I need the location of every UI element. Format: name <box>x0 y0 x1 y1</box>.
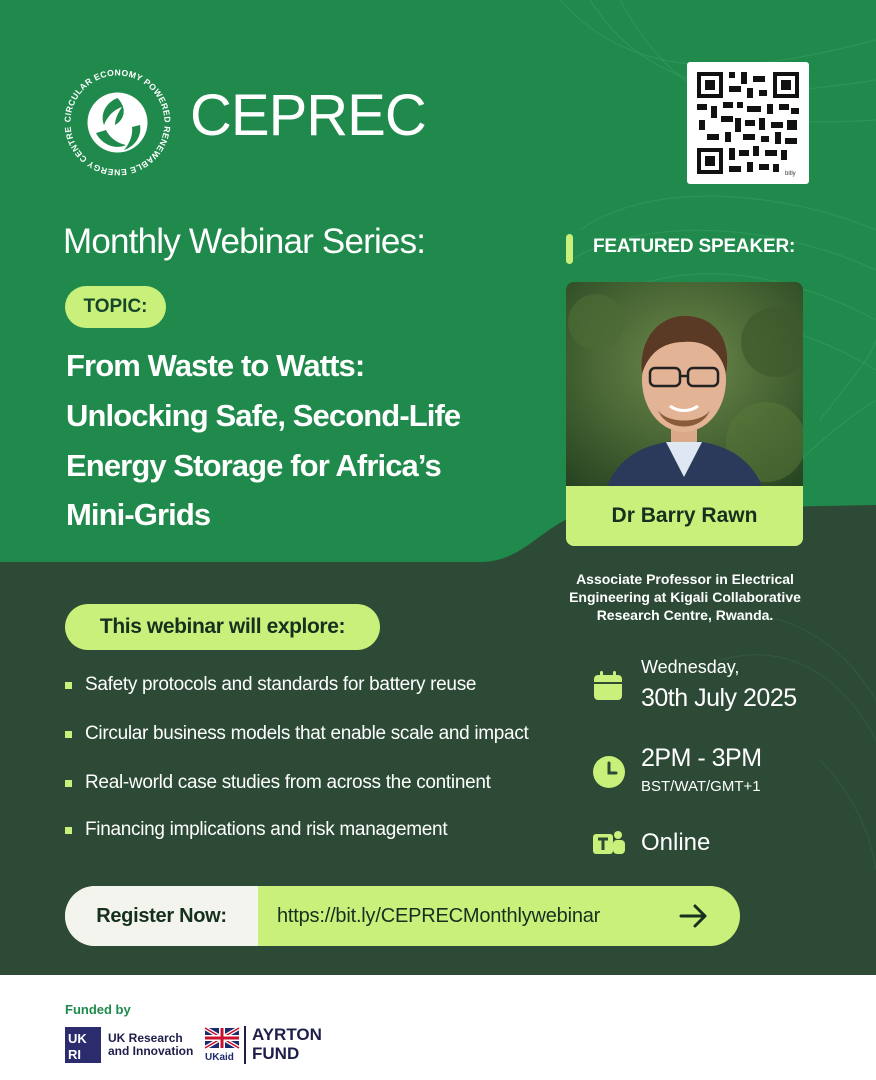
ukri-line-1: UK Research <box>108 1031 183 1045</box>
ukri-logo <box>65 1027 101 1063</box>
footer <box>0 975 876 1080</box>
speaker-name: Dr Barry Rawn <box>566 486 803 546</box>
clock-icon <box>592 755 626 789</box>
qr-code[interactable] <box>687 62 809 184</box>
ayrton-line-2: FUND <box>252 1044 300 1063</box>
topic-title-line: Mini-Grids <box>66 497 211 532</box>
event-location: Online <box>641 829 711 856</box>
register-label: Register Now: <box>65 886 258 946</box>
arrow-right-icon[interactable] <box>679 903 709 929</box>
topic-title-line: From Waste to Watts: <box>66 348 365 383</box>
svg-text:UK: UK <box>68 1031 87 1046</box>
list-item <box>65 772 491 794</box>
explore-heading: This webinar will explore: <box>65 604 380 650</box>
ayrton-fund-logo <box>252 1025 322 1063</box>
ayrton-line-1: AYRTON <box>252 1025 322 1044</box>
calendar-icon <box>592 670 624 702</box>
qr-code-image <box>687 62 809 184</box>
brand-name: CEPREC <box>190 83 426 148</box>
speaker-bio: Associate Professor in Electrical Engineering at Kigali Collaborative Research Centre, Rwanda. <box>569 571 801 623</box>
event-date: 30th July 2025 <box>641 684 797 712</box>
bullet-square <box>65 780 72 787</box>
list-item-text: Circular business models that enable scale and impact <box>85 723 529 744</box>
event-time: 2PM - 3PM <box>641 744 762 772</box>
svg-text:RI: RI <box>68 1047 81 1062</box>
register-bar[interactable] <box>65 886 740 946</box>
qr-tag: bitly <box>785 171 796 177</box>
accent-bar <box>566 234 573 264</box>
ceprec-logo <box>60 65 175 180</box>
list-item <box>65 723 529 745</box>
speaker-photo <box>566 282 803 488</box>
teams-icon <box>592 828 626 860</box>
topic-badge: TOPIC: <box>65 286 166 328</box>
bullet-square <box>65 731 72 738</box>
list-item-text: Safety protocols and standards for battery reuse <box>85 674 477 695</box>
bullet-square <box>65 827 72 834</box>
topic-title-line: Energy Storage for Africa’s <box>66 448 441 483</box>
list-item <box>65 819 447 841</box>
ukaid-text: UKaid <box>205 1052 234 1063</box>
ukri-line-2: and Innovation <box>108 1044 194 1058</box>
ukri-name <box>108 1032 193 1058</box>
featured-speaker-heading: FEATURED SPEAKER: <box>593 236 796 257</box>
list-item <box>65 674 476 696</box>
footer-divider <box>244 1026 246 1064</box>
funded-by-label: Funded by <box>65 1002 131 1017</box>
list-item-text: Financing implications and risk management <box>85 819 448 840</box>
list-item-text: Real-world case studies from across the continent <box>85 772 491 793</box>
logo-ring-text: CIRCULAR ECONOMY POWERED RENEWABLE ENERGY CENTRE <box>62 67 173 178</box>
event-day: Wednesday, <box>641 657 740 677</box>
event-timezone: BST/WAT/GMT+1 <box>641 778 761 795</box>
topic-title-line: Unlocking Safe, Second-Life <box>66 398 461 433</box>
bullet-square <box>65 682 72 689</box>
speaker-portrait <box>566 282 803 488</box>
ukaid-logo <box>204 1027 240 1063</box>
series-title: Monthly Webinar Series: <box>63 222 426 261</box>
register-link[interactable]: https://bit.ly/CEPRECMonthlywebinar <box>277 904 601 927</box>
